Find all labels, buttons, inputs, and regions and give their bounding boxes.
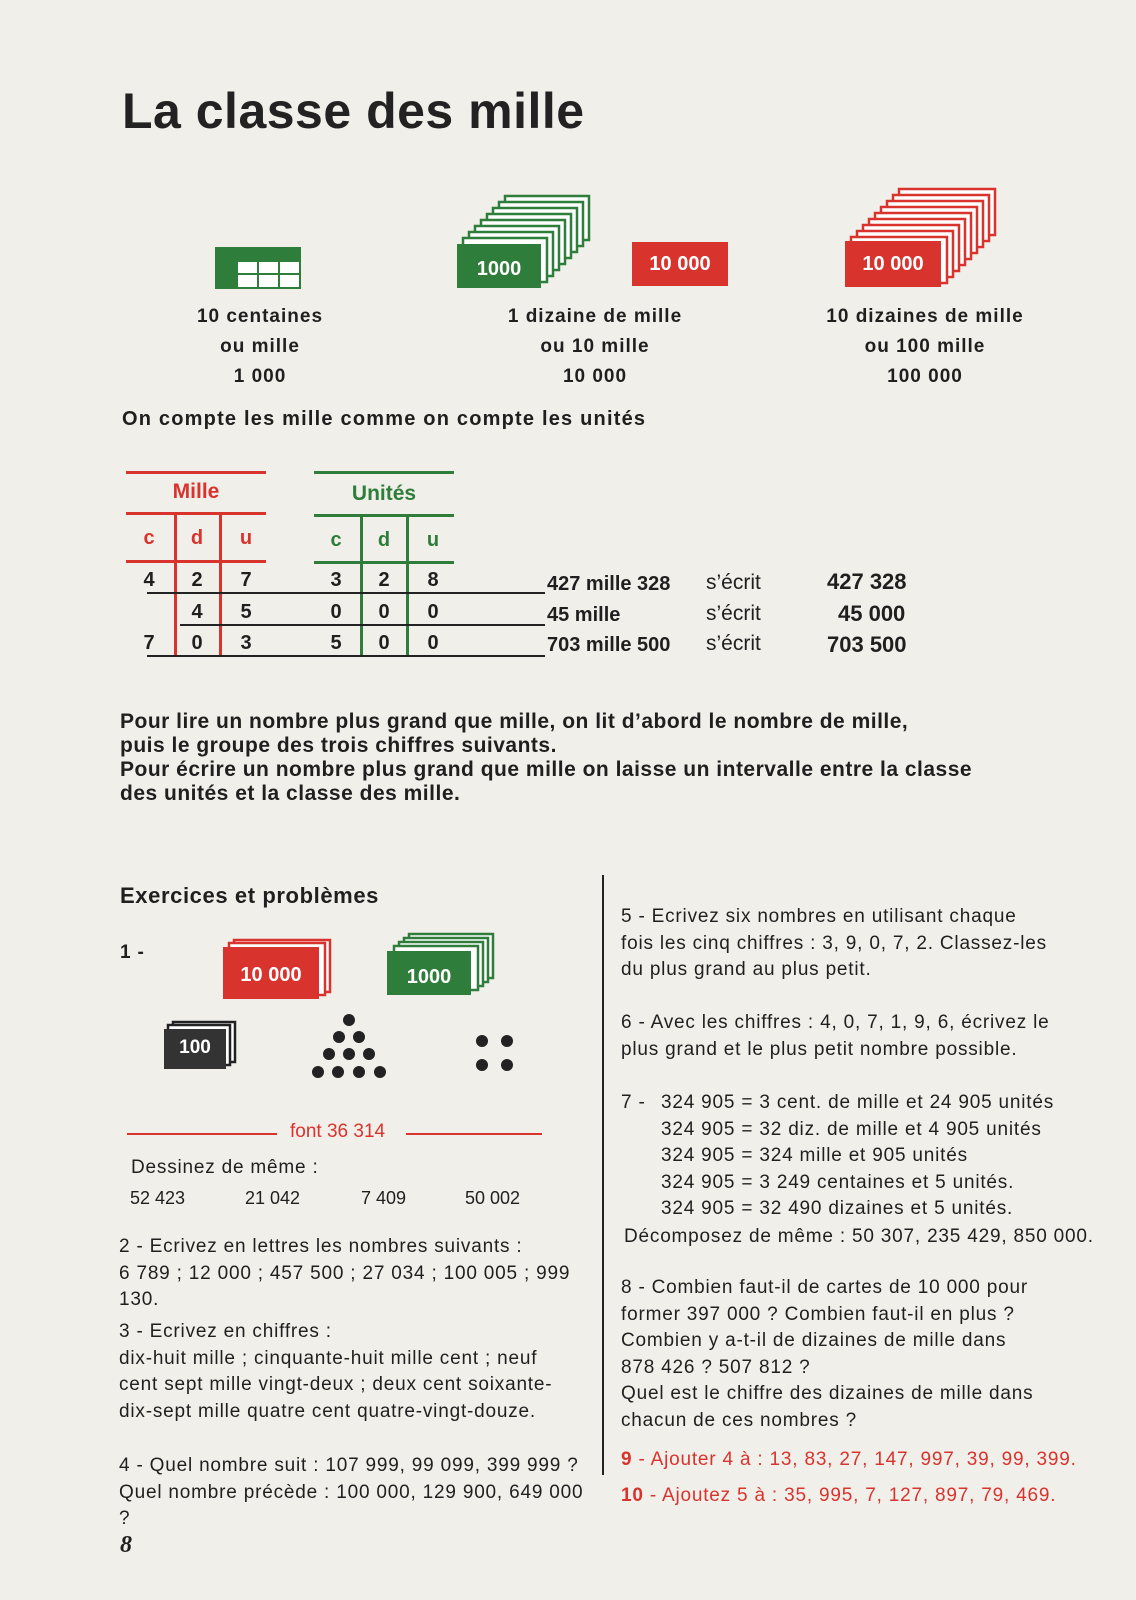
- digit: 0: [427, 632, 439, 654]
- ex1-card-10000: 10 000: [240, 964, 302, 986]
- row-verb: s’écrit: [706, 571, 761, 594]
- rule-paragraph: Pour lire un nombre plus grand que mille, on lit d’abord le nombre de mille, puis le groupe des trois chiffres suivants. Pour écrire un nombre plus grand que mille on laisse un intervalle entre la classe des unités et la classe des mille.: [120, 710, 973, 805]
- digit: 7: [240, 569, 252, 591]
- row-written: 703 500: [827, 632, 907, 657]
- row-written: 427 328: [827, 569, 907, 594]
- unites-col-c: c: [330, 529, 342, 551]
- caption-dizaine-mille: 1 dizaine de mille ou 10 mille 10 000: [507, 306, 683, 387]
- exercise-10: 10 - Ajoutez 5 à : 35, 995, 7, 127, 897, 79, 469.: [621, 1485, 1057, 1506]
- row-verb: s’écrit: [706, 632, 761, 655]
- ex1-font-label: font 36 314: [290, 1121, 386, 1142]
- digit: 8: [427, 569, 439, 591]
- row-verb: s’écrit: [706, 602, 761, 625]
- exercise-9: 9 - Ajouter 4 à : 13, 83, 27, 147, 997, 39, 99, 399.: [621, 1449, 1077, 1470]
- mille-col-d: d: [190, 527, 204, 549]
- digit: 4: [143, 569, 155, 591]
- digit: 5: [330, 632, 342, 654]
- page-title: La classe des mille: [122, 83, 585, 139]
- exercise-2: 2 - Ecrivez en lettres les nombres suivants : 6 789 ; 12 000 ; 457 500 ; 27 034 ; 100 005 ; 999 130.: [119, 1236, 571, 1310]
- digit: 0: [191, 632, 203, 654]
- digit: 4: [191, 601, 203, 623]
- ex1-instruction: Dessinez de même :: [131, 1157, 319, 1178]
- unites-col-d: d: [377, 529, 391, 551]
- dots-four-icon: [473, 1032, 517, 1076]
- exercise-7-closing: Décomposez de même : 50 307, 235 429, 850 000.: [624, 1226, 1094, 1247]
- digit: 2: [191, 569, 203, 591]
- mille-col-c: c: [143, 527, 155, 549]
- mille-title: Mille: [172, 480, 220, 503]
- card-1000-label: 1000: [476, 258, 522, 280]
- digit: 0: [378, 601, 390, 623]
- section-subtitle: On compte les mille comme on compte les unités: [122, 408, 647, 430]
- ex1-number-item: 52 423: [130, 1188, 186, 1208]
- digit: 2: [378, 569, 390, 591]
- digit: 7: [143, 632, 155, 654]
- exercise-3: 3 - Ecrivez en chiffres : dix-huit mille ; cinquante-huit mille cent ; neuf cent sept mille vingt-deux ; deux cent soixante- dix-sept mille quatre cent quatre-vingt-douze.: [119, 1321, 553, 1422]
- dots-triangle-icon: [308, 1012, 390, 1082]
- row-reading: 427 mille 328: [547, 573, 671, 595]
- exercises-title: Exercices et problèmes: [120, 883, 380, 908]
- row-reading: 45 mille: [547, 604, 621, 626]
- row-reading: 703 mille 500: [547, 634, 671, 656]
- unites-title: Unités: [351, 482, 417, 505]
- exercise-6: 6 - Avec les chiffres : 4, 0, 7, 1, 9, 6, écrivez le plus grand et le plus petit nombre possible.: [621, 1012, 1050, 1060]
- digit: 0: [378, 632, 390, 654]
- caption-centaines: 10 centaines ou mille 1 000: [196, 306, 324, 387]
- page-number: 8: [120, 1532, 132, 1558]
- digit: 0: [427, 601, 439, 623]
- card-10000: 10 000: [632, 242, 728, 286]
- ex1-card-100: 100: [179, 1037, 211, 1058]
- unites-col-u: u: [426, 529, 440, 551]
- exercise-5: 5 - Ecrivez six nombres en utilisant chaque fois les cinq chiffres : 3, 9, 0, 7, 2. Classez-les du plus grand au plus petit.: [621, 906, 1047, 980]
- exercise-8: 8 - Combien faut-il de cartes de 10 000 pour former 397 000 ? Combien faut-il en plus ? Combien y a-t-il de dizaines de mille dans 878 426 ? 507 812 ? Quel est le chiffre des dizaines de mille dans chacun de ces nombres ?: [621, 1277, 1034, 1431]
- hundreds-grid-icon: [215, 247, 305, 291]
- ex1-number-item: 50 002: [465, 1188, 521, 1208]
- exercise-7-lines: 324 905 = 3 cent. de mille et 24 905 unités 324 905 = 32 diz. de mille et 4 905 unités 324 905 = 324 mille et 905 unités 324 905 = 3 249 centaines et 5 unités. 324 905 = 32 490 dizaines et 5 unités.: [661, 1092, 1055, 1219]
- ex1-number: 1 -: [120, 942, 145, 963]
- ex1-number-item: 21 042: [245, 1188, 301, 1208]
- digit: 3: [240, 632, 252, 654]
- ex1-card-1000: 1000: [406, 966, 452, 988]
- exercise-4: 4 - Quel nombre suit : 107 999, 99 099, 399 999 ? Quel nombre précède : 100 000, 129 900, 649 000 ?: [119, 1455, 584, 1529]
- digit: 5: [240, 601, 252, 623]
- column-divider: [602, 875, 604, 1475]
- card-10000-stack-label: 10 000: [862, 253, 924, 275]
- mille-col-u: u: [239, 527, 253, 549]
- ex1-number-item: 7 409: [361, 1188, 407, 1208]
- digit: 3: [330, 569, 342, 591]
- caption-dizaines-mille: 10 dizaines de mille ou 100 mille 100 000: [826, 306, 1024, 387]
- row-written: 45 000: [838, 601, 906, 626]
- ex7-number: 7 -: [621, 1092, 646, 1113]
- digit: 0: [330, 601, 342, 623]
